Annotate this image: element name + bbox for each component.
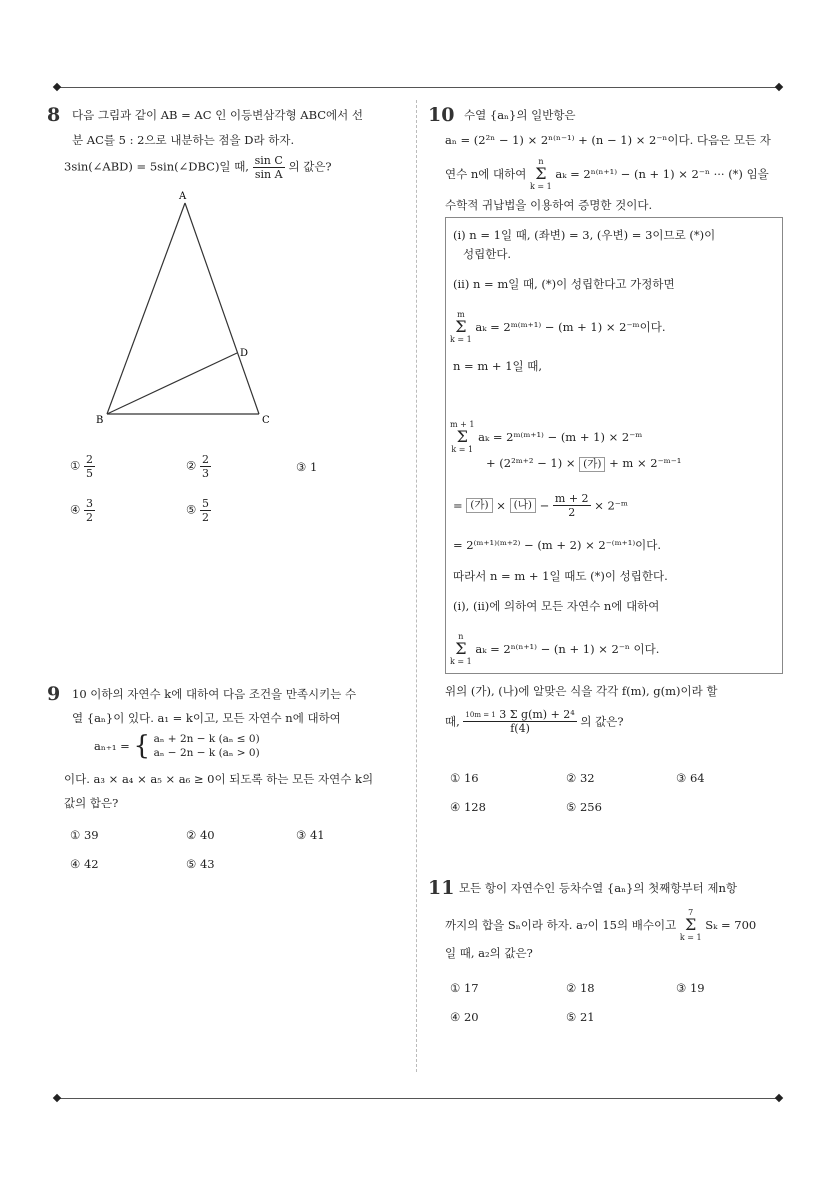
q10-option-5[interactable]: ⑤ 256 xyxy=(566,800,602,814)
proof-sum-m1: m + 1 Σ k = 1 aₖ = 2ᵐ⁽ᵐ⁺¹⁾ − (m + 1) × 2⁻ᵐ xyxy=(450,420,643,454)
q8-ratio-fraction xyxy=(253,154,285,181)
q10-number: 10 xyxy=(428,104,455,126)
q9-option-4[interactable]: ④ 42 xyxy=(70,857,99,871)
q8-option-3[interactable]: ③ 1 xyxy=(296,460,318,474)
q8-option-1[interactable]: ① $\frac{2}{5}$ xyxy=(70,453,93,480)
q11-option-3[interactable]: ③ 19 xyxy=(676,981,705,995)
q11-line3: 일 때, a₂의 값은? xyxy=(445,946,533,960)
blank-ga: (가) xyxy=(579,457,605,472)
top-rule-left-end xyxy=(53,83,61,91)
proof-final-sum: n Σ k = 1 aₖ = 2ⁿ⁽ⁿ⁺¹⁾ − (n + 1) × 2⁻ⁿ 이다. xyxy=(450,632,660,666)
q8-number: 8 xyxy=(47,104,61,126)
bottom-rule-left-end xyxy=(53,1094,61,1102)
q9-option-1[interactable]: ① 39 xyxy=(70,828,99,842)
proof-step-ii: (ii) n = m일 때, (*)이 성립한다고 가정하면 xyxy=(453,277,675,291)
column-divider xyxy=(416,100,417,1072)
q8-line3-a: 3sin(∠ABD) = 5sin(∠DBC)일 때, xyxy=(64,159,249,174)
q8-triangle-figure xyxy=(90,188,280,428)
q10-line3 xyxy=(445,157,769,191)
q8-frac-num: sin C xyxy=(254,154,283,167)
q9-option-2[interactable]: ② 40 xyxy=(186,828,215,842)
q9-line4: 값의 합은? xyxy=(64,796,119,810)
q9-line1: 10 이하의 자연수 k에 대하여 다음 조건을 만족시키는 수 xyxy=(72,687,357,701)
q9-option-3[interactable]: ③ 41 xyxy=(296,828,325,842)
q8-line2: 분 AC를 5 : 2으로 내분하는 점을 D라 하자. xyxy=(72,133,295,147)
proof-sum-m1-cont: + (2²ᵐ⁺² − 1) × (가) + m × 2⁻ᵐ⁻¹ xyxy=(486,456,682,470)
q9-line2: 열 {aₙ}이 있다. a₁ = k이고, 모든 자연수 n에 대하여 xyxy=(72,711,341,725)
q10-line2: aₙ = (2²ⁿ − 1) × 2ⁿ⁽ⁿ⁻¹⁾ + (n − 1) × 2⁻ⁿ이다. 다음은 모든 자 xyxy=(445,133,771,147)
q10-after2: 때, $\frac{\text{10m = 1 3 Σ g(m) + 2⁴}}{f(4)}$ 의 값은? xyxy=(445,708,624,735)
q11-line1: 모든 항이 자연수인 등차수열 {aₙ}의 첫째항부터 제n항 xyxy=(459,881,737,895)
q11-option-5[interactable]: ⑤ 21 xyxy=(566,1010,595,1024)
proof-n-eq-m1: n = m + 1일 때, xyxy=(453,359,543,373)
q11-line2: 까지의 합을 Sₙ이라 하자. a₇이 15의 배수이고 7 Σ k = 1 Sₖ = 700 xyxy=(445,908,757,942)
q10-option-2[interactable]: ② 32 xyxy=(566,771,595,785)
q11-option-4[interactable]: ④ 20 xyxy=(450,1010,479,1024)
q10-line3-a: 연수 n에 대하여 xyxy=(445,167,527,181)
q10-question-fraction: $\frac{\text{10m = 1 3 Σ g(m) + 2⁴}}{f(4)}$ xyxy=(465,708,575,735)
top-rule xyxy=(57,87,781,88)
q11-option-1[interactable]: ① 17 xyxy=(450,981,479,995)
q11-option-2[interactable]: ② 18 xyxy=(566,981,595,995)
q9-line3: 이다. a₃ × a₄ × a₅ × a₆ ≥ 0이 되도록 하는 모든 자연수 k의 xyxy=(64,772,374,786)
label-d: D xyxy=(240,348,249,359)
proof-conclusion: 따라서 n = m + 1일 때도 (*)이 성립한다. xyxy=(453,569,668,583)
proof-hypothesis: m Σ k = 1 aₖ = 2ᵐ⁽ᵐ⁺¹⁾ − (m + 1) × 2⁻ᵐ이다. xyxy=(450,310,666,344)
q9-recurrence-lhs: aₙ₊₁ = xyxy=(94,739,130,753)
q10-option-1[interactable]: ① 16 xyxy=(450,771,479,785)
q10-line3-b: aₖ = 2ⁿ⁽ⁿ⁺¹⁾ − (n + 1) × 2⁻ⁿ ··· (*) 임을 xyxy=(555,167,769,181)
blank-ga-2: (가) xyxy=(466,498,492,513)
q10-after1: 위의 (가), (나)에 알맞은 식을 각각 f(m), g(m)이라 할 xyxy=(445,684,718,698)
q9-recurrence: aₙ₊₁ = { aₙ + 2n − k (aₙ ≤ 0) aₙ − 2n − k (aₙ > 0) xyxy=(94,731,260,761)
q9-option-5[interactable]: ⑤ 43 xyxy=(186,857,215,871)
q8-option-2[interactable]: ② $\frac{2}{3}$ xyxy=(186,453,209,480)
blank-na: (나) xyxy=(510,498,536,513)
q9-case2: aₙ − 2n − k (aₙ > 0) xyxy=(153,747,260,759)
q10-line4: 수학적 귀납법을 이용하여 증명한 것이다. xyxy=(445,198,653,212)
label-c: C xyxy=(262,415,270,426)
side-ac xyxy=(185,203,259,414)
q8-frac-den: sin A xyxy=(254,168,283,181)
top-rule-right-end xyxy=(775,83,783,91)
label-b: B xyxy=(96,415,104,426)
q8-line1: 다음 그림과 같이 AB = AC 인 이등변삼각형 ABC에서 선 xyxy=(72,108,364,122)
bottom-rule xyxy=(57,1098,781,1099)
label-a: A xyxy=(179,191,187,202)
q9-case1: aₙ + 2n − k (aₙ ≤ 0) xyxy=(153,733,260,745)
bottom-rule-right-end xyxy=(775,1094,783,1102)
q8-option-5[interactable]: ⑤ $\frac{5}{2}$ xyxy=(186,497,209,524)
q10-option-4[interactable]: ④ 128 xyxy=(450,800,486,814)
q11-number: 11 xyxy=(428,877,455,899)
proof-result: = 2⁽ᵐ⁺¹⁾⁽ᵐ⁺²⁾ − (m + 2) × 2⁻⁽ᵐ⁺¹⁾이다. xyxy=(453,538,662,552)
proof-summary: (i), (ii)에 의하여 모든 자연수 n에 대하여 xyxy=(453,599,660,613)
q8-line3-b: 의 값은? xyxy=(288,159,332,174)
proof-product-line: = (가) × (나) − $\frac{m + 2}{2}$ × 2⁻ᵐ xyxy=(453,492,628,519)
q8-line3 xyxy=(64,154,332,181)
q10-sigma: n Σ k = 1 xyxy=(530,157,552,191)
q10-line1: 수열 {aₙ}의 일반항은 xyxy=(464,108,576,122)
proof-step-i: (i) n = 1일 때, (좌변) = 3, (우변) = 3이므로 (*)이 xyxy=(453,228,716,242)
proof-step-i-cont: 성립한다. xyxy=(463,247,512,261)
q9-number: 9 xyxy=(47,683,61,705)
q8-option-4[interactable]: ④ $\frac{3}{2}$ xyxy=(70,497,93,524)
q10-option-3[interactable]: ③ 64 xyxy=(676,771,705,785)
